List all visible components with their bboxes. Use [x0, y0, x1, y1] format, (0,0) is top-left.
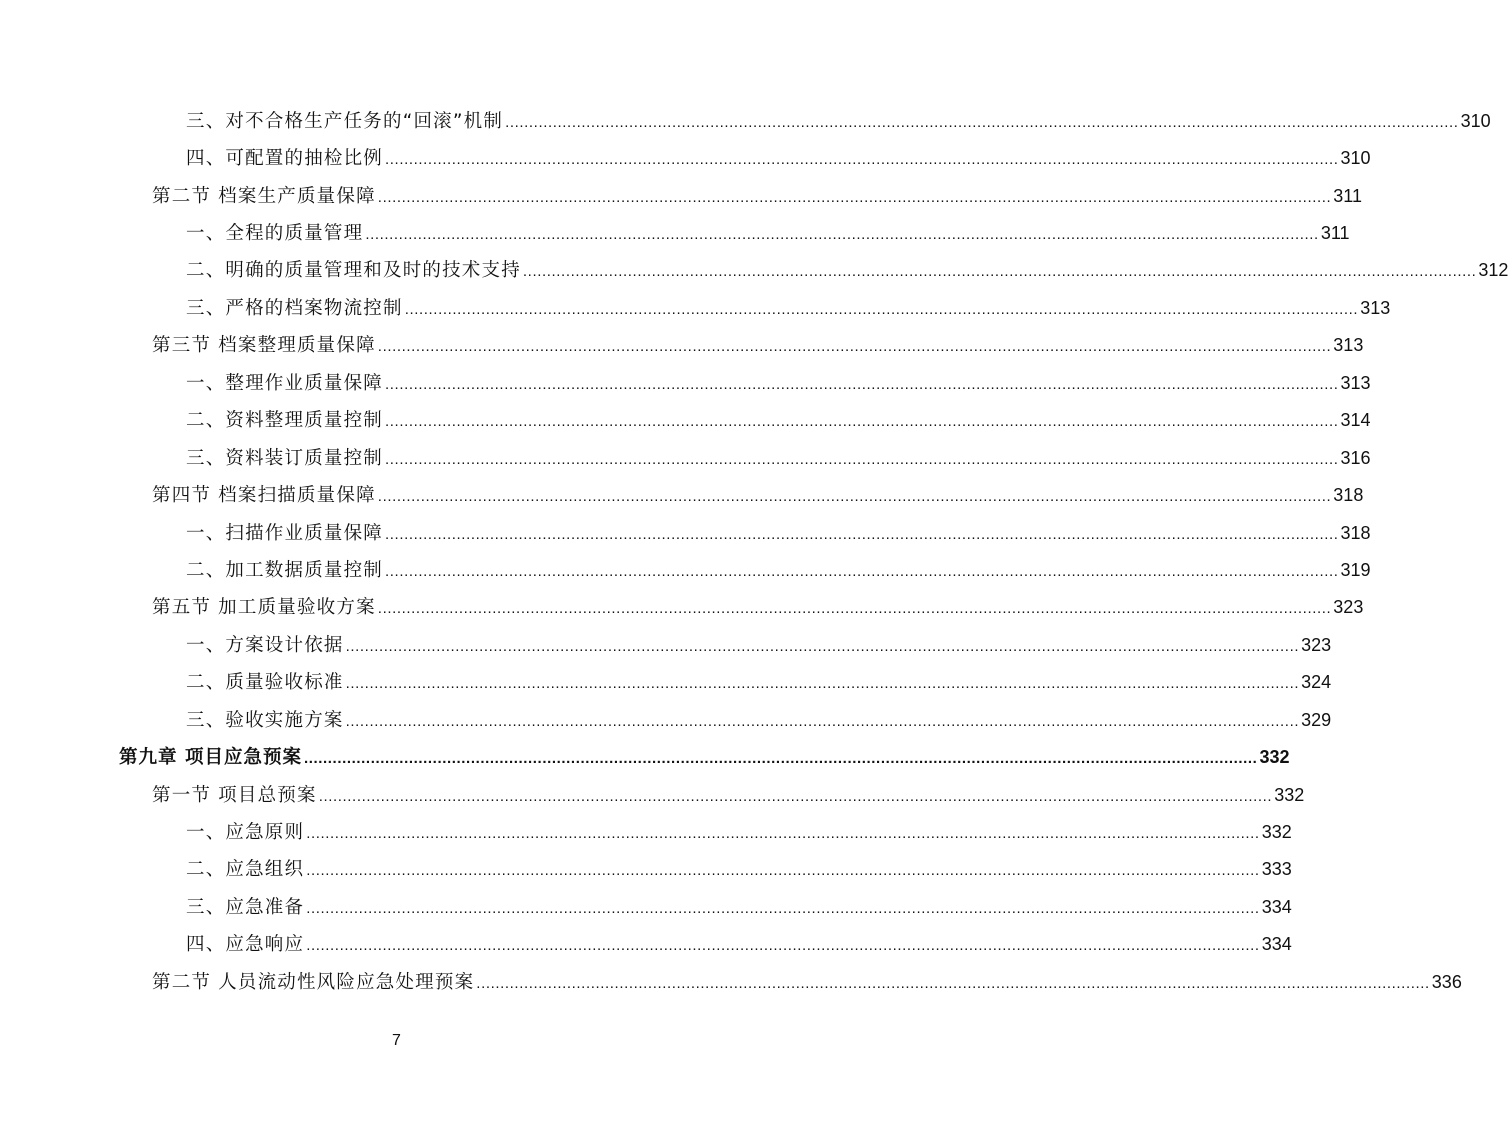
- dot-leader: ........................................................................................................................................................................................................: [385, 450, 1339, 468]
- toc-entry-section[interactable]: [0, 176, 1362, 213]
- toc-entry-page: 319: [1340, 559, 1371, 580]
- dot-leader: ........................................................................................................................................................................................................: [365, 226, 1319, 244]
- toc-entry-title: 一、方案设计依据: [186, 634, 344, 656]
- dot-leader: ........................................................................................................................................................................................................: [377, 600, 1332, 618]
- toc-entry-item[interactable]: [0, 550, 1371, 587]
- dot-leader: ........................................................................................................................................................................................................: [318, 787, 1273, 805]
- toc-entry-page: 313: [1360, 297, 1391, 318]
- toc-entry-title: 三、应急准备: [186, 896, 305, 918]
- toc-entry-title: 一、扫描作业质量保障: [186, 522, 384, 544]
- toc-entry-page: 313: [1340, 372, 1371, 393]
- toc-entry-title: 四、可配置的抽检比例: [186, 148, 384, 170]
- toc-entry-page: 310: [1340, 148, 1371, 169]
- toc-entry-item[interactable]: [0, 363, 1371, 400]
- toc-entry-title: 二、加工数据质量控制: [186, 559, 384, 581]
- dot-leader: ........................................................................................................................................................................................................: [476, 974, 1430, 992]
- toc-entry-page: 323: [1301, 634, 1332, 655]
- dot-leader: ........................................................................................................................................................................................................: [404, 300, 1359, 318]
- toc-entry-title: 二、应急组织: [186, 859, 305, 881]
- toc-entry-item[interactable]: [0, 663, 1332, 700]
- toc-entry-item[interactable]: [0, 887, 1292, 924]
- toc-entry-page: 318: [1340, 522, 1371, 543]
- toc-entry-page: 332: [1274, 784, 1305, 805]
- toc-entry-page: 312: [1478, 260, 1508, 281]
- toc-entry-page: 311: [1320, 223, 1350, 244]
- toc-entry-page: 329: [1301, 709, 1332, 730]
- toc-entry-section[interactable]: [0, 962, 1462, 999]
- toc-entry-item[interactable]: [0, 138, 1371, 175]
- toc-entry-page: 332: [1259, 747, 1290, 768]
- dot-leader: ........................................................................................................................................................................................................: [385, 562, 1339, 580]
- toc-entry-page: 334: [1261, 934, 1292, 955]
- toc-entry-page: 323: [1333, 597, 1364, 618]
- toc-entry-item[interactable]: [0, 213, 1350, 250]
- table-of-contents: [0, 101, 1508, 1000]
- dot-leader: ........................................................................................................................................................................................................: [377, 488, 1332, 506]
- dot-leader: ........................................................................................................................................................................................................: [345, 637, 1300, 655]
- toc-entry-item[interactable]: [0, 700, 1332, 737]
- toc-entry-page: 332: [1261, 822, 1292, 843]
- toc-entry-title: 第二节 档案生产质量保障: [152, 185, 376, 207]
- dot-leader: ........................................................................................................................................................................................................: [377, 338, 1332, 356]
- toc-entry-page: 311: [1333, 185, 1362, 206]
- toc-entry-item[interactable]: [0, 401, 1371, 438]
- toc-entry-page: 316: [1340, 447, 1371, 468]
- toc-entry-title: 三、资料装订质量控制: [186, 447, 384, 469]
- toc-entry-page: 333: [1261, 859, 1292, 880]
- toc-entry-item[interactable]: [0, 625, 1332, 662]
- toc-entry-section[interactable]: [0, 326, 1364, 363]
- toc-entry-title: 一、整理作业质量保障: [186, 372, 384, 394]
- toc-entry-item[interactable]: [0, 438, 1371, 475]
- dot-leader: ........................................................................................................................................................................................................: [385, 151, 1339, 169]
- toc-entry-title: 一、全程的质量管理: [186, 223, 364, 245]
- toc-entry-item[interactable]: [0, 101, 1491, 138]
- dot-leader: ........................................................................................................................................................................................................: [522, 263, 1477, 281]
- toc-entry-item[interactable]: [0, 288, 1391, 325]
- toc-entry-title: 二、质量验收标准: [186, 672, 344, 694]
- toc-entry-title: 四、应急响应: [186, 934, 305, 956]
- toc-entry-page: 336: [1431, 971, 1462, 992]
- toc-entry-section[interactable]: [0, 475, 1364, 512]
- dot-leader: ........................................................................................................................................................................................................: [505, 113, 1459, 131]
- toc-entry-title: 三、严格的档案物流控制: [186, 297, 403, 319]
- toc-entry-page: 318: [1333, 485, 1364, 506]
- toc-entry-title: 一、应急原则: [186, 822, 305, 844]
- dot-leader: ........................................................................................................................................................................................................: [345, 712, 1300, 730]
- toc-entry-title: 二、明确的质量管理和及时的技术支持: [186, 260, 521, 282]
- toc-entry-item[interactable]: [0, 251, 1508, 288]
- toc-entry-page: 324: [1301, 672, 1332, 693]
- toc-entry-title: 三、验收实施方案: [186, 709, 344, 731]
- toc-entry-item[interactable]: [0, 925, 1292, 962]
- toc-entry-title: 第二节 人员流动性风险应急处理预案: [152, 971, 475, 993]
- dot-leader: ........................................................................................................................................................................................................: [303, 750, 1258, 768]
- toc-entry-section[interactable]: [0, 588, 1364, 625]
- dot-leader: ........................................................................................................................................................................................................: [385, 413, 1339, 431]
- toc-entry-item[interactable]: [0, 812, 1292, 849]
- dot-leader: ........................................................................................................................................................................................................: [306, 825, 1260, 843]
- dot-leader: ........................................................................................................................................................................................................: [306, 862, 1260, 880]
- toc-entry-page: 334: [1261, 896, 1292, 917]
- toc-entry-section[interactable]: [0, 775, 1305, 812]
- dot-leader: ........................................................................................................................................................................................................: [377, 188, 1332, 206]
- toc-entry-page: 314: [1340, 410, 1371, 431]
- toc-entry-title: 第一节 项目总预案: [152, 784, 317, 806]
- toc-entry-page: 313: [1333, 335, 1364, 356]
- dot-leader: ........................................................................................................................................................................................................: [306, 937, 1260, 955]
- page-number: 7: [392, 1032, 401, 1049]
- toc-entry-title: 第九章 项目应急预案: [119, 747, 302, 769]
- toc-entry-title: 三、对不合格生产任务的“回滚”机制: [186, 110, 504, 132]
- toc-entry-item[interactable]: [0, 513, 1371, 550]
- toc-entry-title: 第三节 档案整理质量保障: [152, 335, 376, 357]
- dot-leader: ........................................................................................................................................................................................................: [345, 675, 1300, 693]
- toc-entry-item[interactable]: [0, 850, 1292, 887]
- toc-entry-title: 第四节 档案扫描质量保障: [152, 485, 376, 507]
- toc-entry-title: 第五节 加工质量验收方案: [152, 597, 376, 619]
- dot-leader: ........................................................................................................................................................................................................: [385, 525, 1339, 543]
- dot-leader: ........................................................................................................................................................................................................: [385, 375, 1339, 393]
- dot-leader: ........................................................................................................................................................................................................: [306, 899, 1260, 917]
- toc-entry-chapter[interactable]: [0, 737, 1290, 774]
- toc-entry-page: 310: [1460, 110, 1491, 131]
- toc-entry-title: 二、资料整理质量控制: [186, 410, 384, 432]
